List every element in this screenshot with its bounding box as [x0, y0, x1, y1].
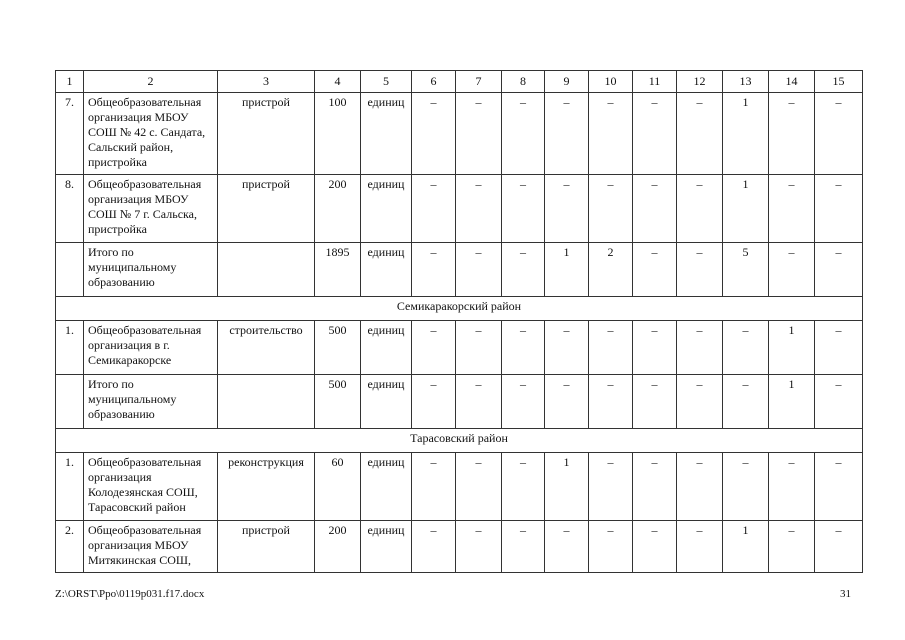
col-7-cell: –	[456, 93, 502, 175]
column-number-header: 11	[633, 71, 677, 93]
col-13-cell: 5	[723, 243, 769, 297]
capacity-cell: 500	[315, 321, 361, 375]
table-row	[56, 521, 863, 573]
unit-cell: единиц	[361, 175, 412, 243]
col-8-cell: –	[502, 321, 545, 375]
column-number-header: 7	[456, 71, 502, 93]
col-11-cell: –	[633, 453, 677, 521]
col-8-cell: –	[502, 375, 545, 429]
col-6-cell: –	[412, 453, 456, 521]
col-15-cell: –	[815, 321, 863, 375]
col-15-cell: –	[815, 243, 863, 297]
column-number-header: 13	[723, 71, 769, 93]
unit-cell: единиц	[361, 453, 412, 521]
unit-cell: единиц	[361, 521, 412, 573]
col-10-cell: –	[589, 175, 633, 243]
capacity-cell: 1895	[315, 243, 361, 297]
col-13-cell: 1	[723, 521, 769, 573]
table-row	[56, 175, 863, 243]
row-number-cell	[56, 375, 84, 429]
column-number-header: 10	[589, 71, 633, 93]
row-number-cell: 7.	[56, 93, 84, 175]
table-row	[56, 375, 863, 429]
col-15-cell: –	[815, 175, 863, 243]
column-number-header: 6	[412, 71, 456, 93]
col-14-cell: 1	[769, 321, 815, 375]
col-12-cell: –	[677, 453, 723, 521]
object-name-cell: Общеобразовательная организация Колодезянская СОШ, Тарасовский район	[84, 453, 218, 521]
section-row	[56, 297, 863, 321]
col-12-cell: –	[677, 93, 723, 175]
capacity-cell: 200	[315, 175, 361, 243]
section-row	[56, 429, 863, 453]
col-7-cell: –	[456, 321, 502, 375]
col-10-cell: 2	[589, 243, 633, 297]
col-7-cell: –	[456, 521, 502, 573]
unit-cell: единиц	[361, 375, 412, 429]
column-number-header: 4	[315, 71, 361, 93]
col-6-cell: –	[412, 175, 456, 243]
object-name-cell: Общеобразовательная организация в г. Семикаракорске	[84, 321, 218, 375]
col-8-cell: –	[502, 93, 545, 175]
col-7-cell: –	[456, 453, 502, 521]
table-row	[56, 93, 863, 175]
object-name-cell: Общеобразовательная организация МБОУ СОШ № 7 г. Сальска, пристройка	[84, 175, 218, 243]
col-13-cell: –	[723, 453, 769, 521]
col-15-cell: –	[815, 93, 863, 175]
object-name-cell: Общеобразовательная организация МБОУ Митякинская СОШ,	[84, 521, 218, 573]
col-12-cell: –	[677, 521, 723, 573]
col-15-cell: –	[815, 521, 863, 573]
column-number-header: 1	[56, 71, 84, 93]
col-11-cell: –	[633, 93, 677, 175]
work-type-cell: строительство	[218, 321, 315, 375]
row-number-cell	[56, 243, 84, 297]
unit-cell: единиц	[361, 93, 412, 175]
unit-cell: единиц	[361, 243, 412, 297]
capacity-cell: 200	[315, 521, 361, 573]
col-8-cell: –	[502, 243, 545, 297]
work-type-cell: пристрой	[218, 521, 315, 573]
col-11-cell: –	[633, 243, 677, 297]
object-name-cell: Итого по муниципальному образованию	[84, 375, 218, 429]
column-number-header-row	[56, 71, 863, 93]
col-9-cell: –	[545, 175, 589, 243]
footer-file-path: Z:\ORST\Ppo\0119p031.f17.docx	[55, 588, 205, 600]
col-10-cell: –	[589, 375, 633, 429]
capacity-cell: 60	[315, 453, 361, 521]
col-11-cell: –	[633, 175, 677, 243]
col-15-cell: –	[815, 375, 863, 429]
col-14-cell: –	[769, 175, 815, 243]
col-14-cell: 1	[769, 375, 815, 429]
section-heading: Семикаракорский район	[56, 297, 863, 321]
section-heading: Тарасовский район	[56, 429, 863, 453]
col-9-cell: –	[545, 521, 589, 573]
row-number-cell: 2.	[56, 521, 84, 573]
col-13-cell: –	[723, 321, 769, 375]
col-9-cell: –	[545, 375, 589, 429]
col-9-cell: 1	[545, 243, 589, 297]
row-number-cell: 8.	[56, 175, 84, 243]
col-6-cell: –	[412, 521, 456, 573]
col-14-cell: –	[769, 243, 815, 297]
col-12-cell: –	[677, 175, 723, 243]
column-number-header: 5	[361, 71, 412, 93]
col-12-cell: –	[677, 243, 723, 297]
work-type-cell: пристрой	[218, 175, 315, 243]
col-12-cell: –	[677, 321, 723, 375]
col-7-cell: –	[456, 243, 502, 297]
col-10-cell: –	[589, 93, 633, 175]
col-6-cell: –	[412, 243, 456, 297]
col-10-cell: –	[589, 521, 633, 573]
column-number-header: 14	[769, 71, 815, 93]
column-number-header: 2	[84, 71, 218, 93]
col-13-cell: 1	[723, 175, 769, 243]
unit-cell: единиц	[361, 321, 412, 375]
col-11-cell: –	[633, 375, 677, 429]
col-6-cell: –	[412, 321, 456, 375]
object-name-cell: Итого по муниципальному образованию	[84, 243, 218, 297]
col-7-cell: –	[456, 175, 502, 243]
col-14-cell: –	[769, 93, 815, 175]
table-row	[56, 321, 863, 375]
col-8-cell: –	[502, 521, 545, 573]
col-6-cell: –	[412, 93, 456, 175]
table-row	[56, 453, 863, 521]
col-8-cell: –	[502, 453, 545, 521]
data-table	[55, 70, 863, 573]
column-number-header: 3	[218, 71, 315, 93]
capacity-cell: 100	[315, 93, 361, 175]
object-name-cell: Общеобразовательная организация МБОУ СОШ № 42 с. Сандата, Сальский район, пристройка	[84, 93, 218, 175]
row-number-cell: 1.	[56, 453, 84, 521]
col-14-cell: –	[769, 521, 815, 573]
col-14-cell: –	[769, 453, 815, 521]
col-7-cell: –	[456, 375, 502, 429]
column-number-header: 8	[502, 71, 545, 93]
capacity-cell: 500	[315, 375, 361, 429]
col-13-cell: 1	[723, 93, 769, 175]
col-9-cell: –	[545, 321, 589, 375]
work-type-cell: реконструкция	[218, 453, 315, 521]
work-type-cell	[218, 243, 315, 297]
row-number-cell: 1.	[56, 321, 84, 375]
work-type-cell	[218, 375, 315, 429]
col-8-cell: –	[502, 175, 545, 243]
col-11-cell: –	[633, 321, 677, 375]
table-row	[56, 243, 863, 297]
col-9-cell: 1	[545, 453, 589, 521]
col-9-cell: –	[545, 93, 589, 175]
col-12-cell: –	[677, 375, 723, 429]
col-10-cell: –	[589, 453, 633, 521]
column-number-header: 12	[677, 71, 723, 93]
col-10-cell: –	[589, 321, 633, 375]
col-13-cell: –	[723, 375, 769, 429]
work-type-cell: пристрой	[218, 93, 315, 175]
table-body	[56, 71, 863, 573]
col-15-cell: –	[815, 453, 863, 521]
column-number-header: 15	[815, 71, 863, 93]
col-11-cell: –	[633, 521, 677, 573]
footer-page-number: 31	[840, 588, 851, 600]
col-6-cell: –	[412, 375, 456, 429]
column-number-header: 9	[545, 71, 589, 93]
